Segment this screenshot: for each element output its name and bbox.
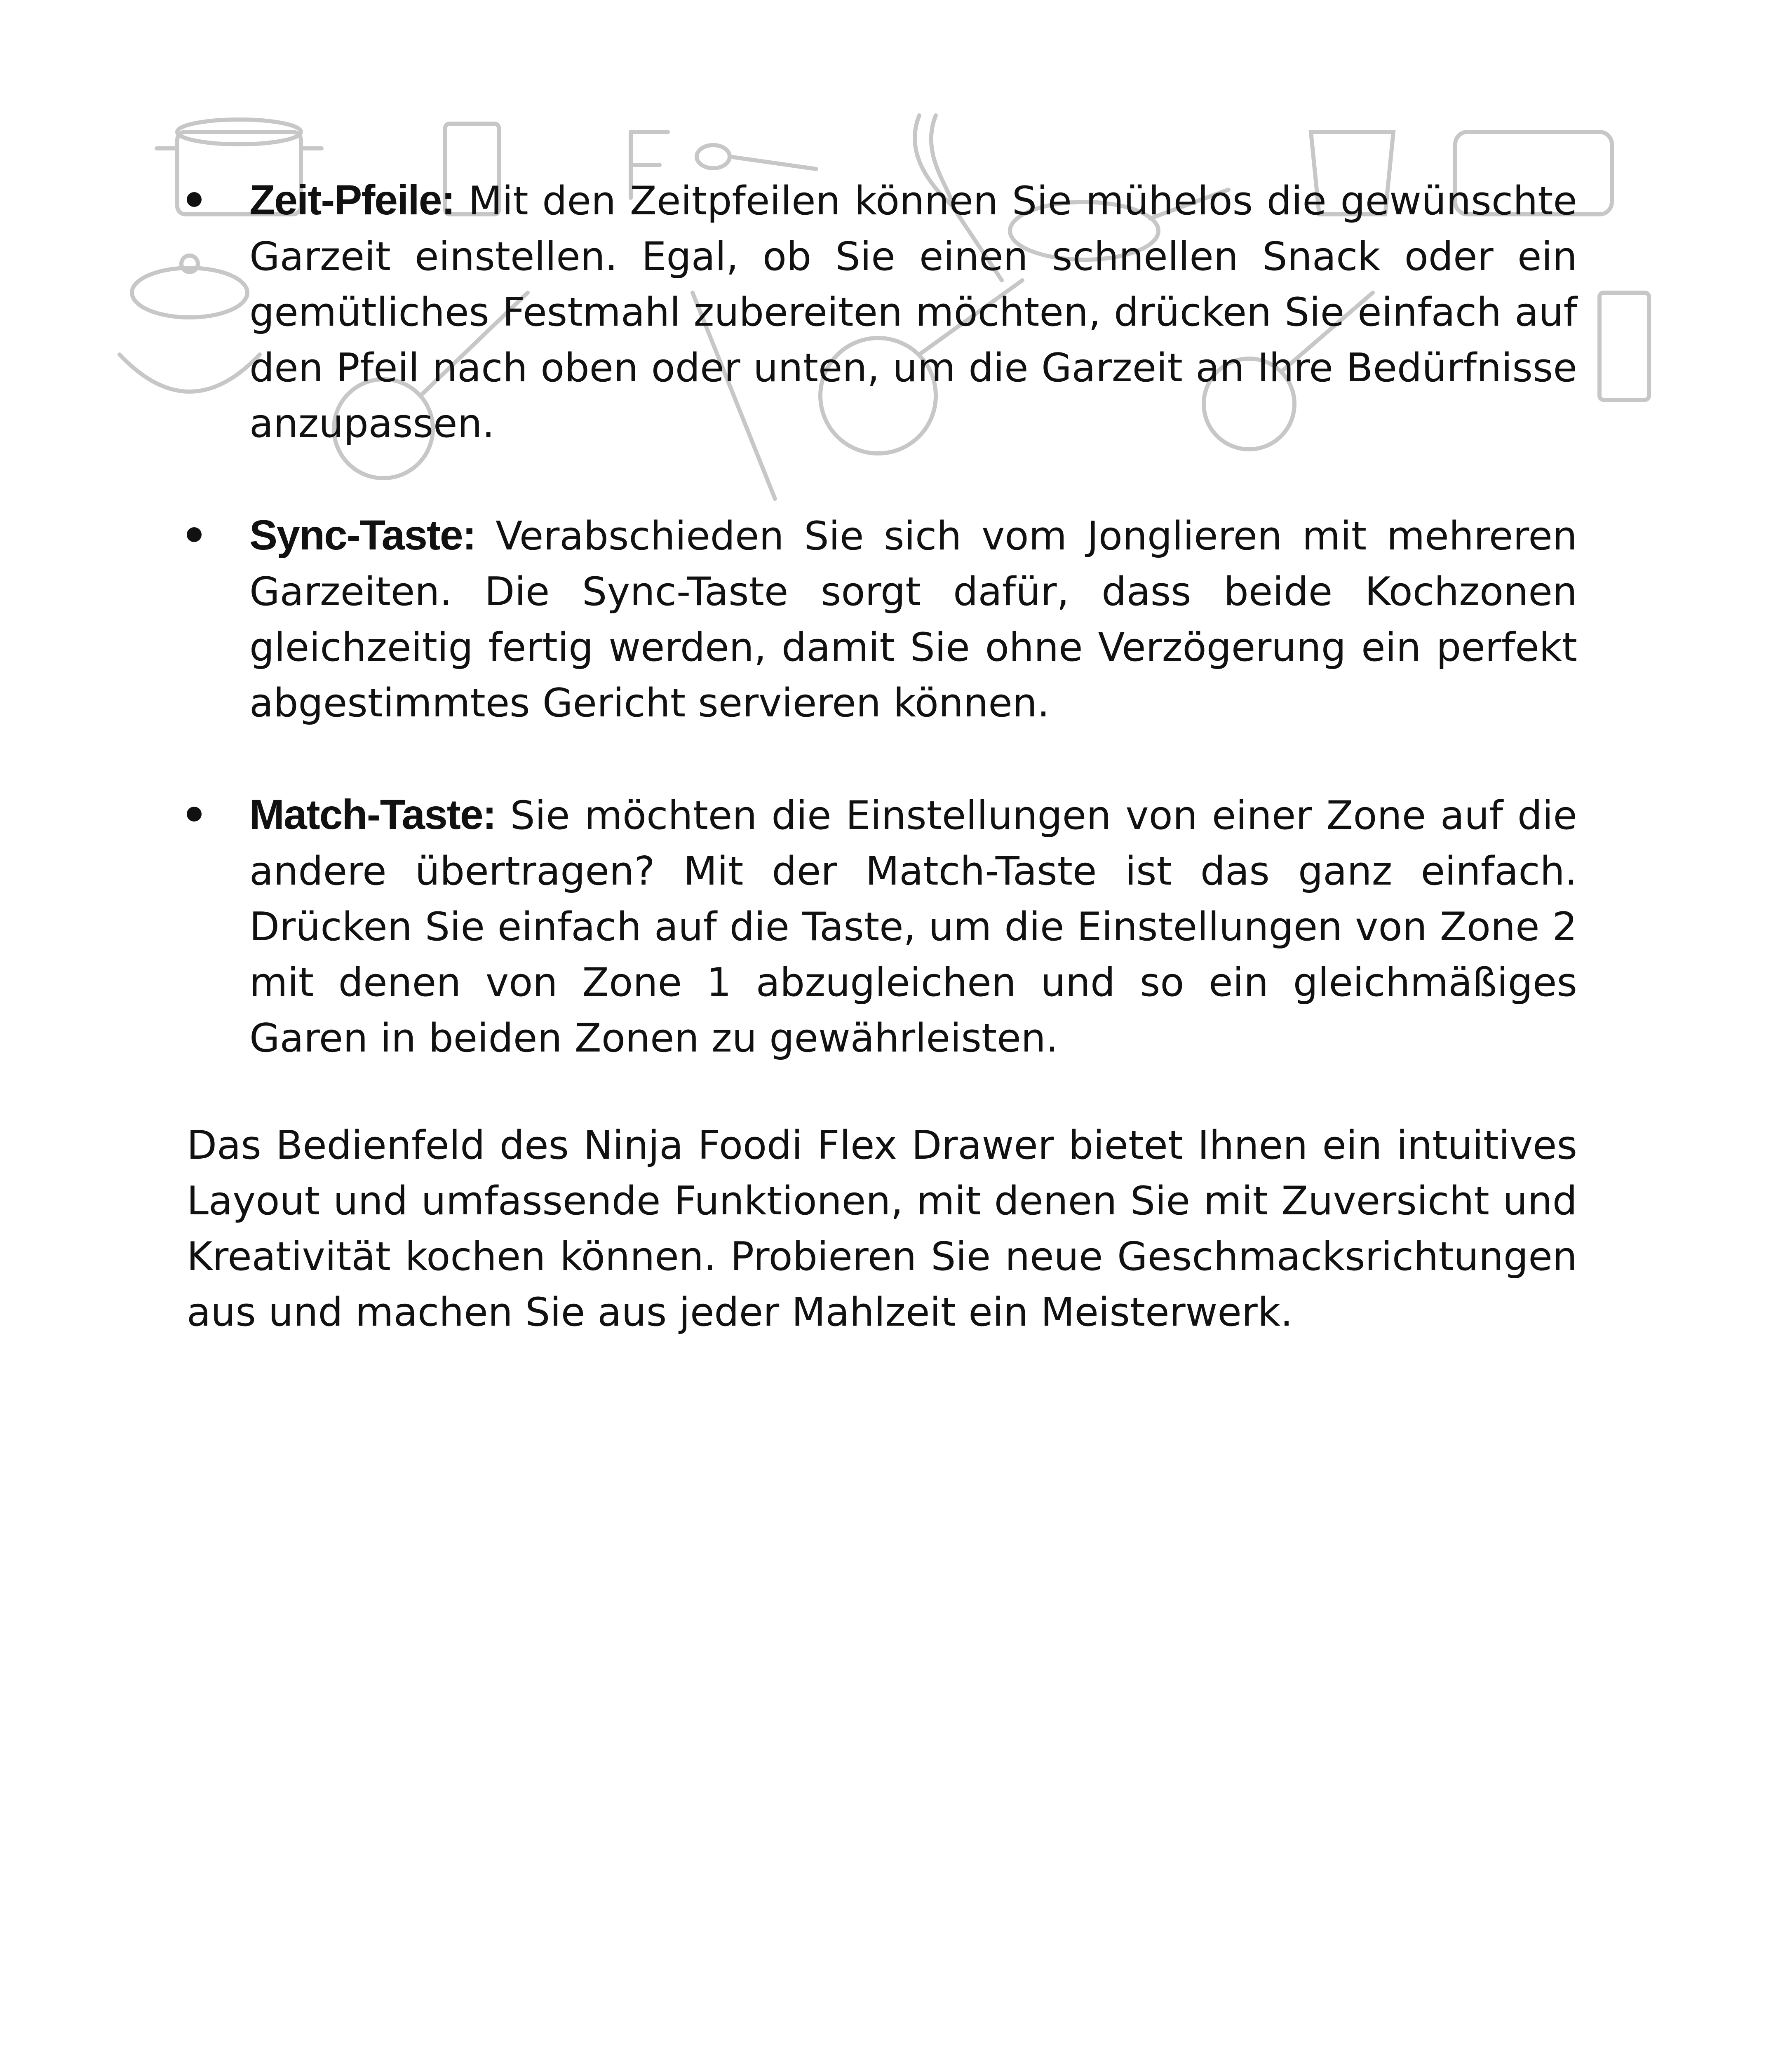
term-label: Match-Taste: <box>249 791 496 838</box>
bullet-icon <box>187 807 202 822</box>
bullet-icon <box>187 192 202 207</box>
list-item-sync-taste <box>187 507 1577 731</box>
list-item-match-taste <box>187 787 1577 1066</box>
list-item-zeit-pfeile <box>187 172 1577 452</box>
document-body <box>187 172 1577 1340</box>
bullet-icon <box>187 527 202 542</box>
term-label: Sync-Taste: <box>249 512 476 559</box>
item-description: Sie möchten die Einstellungen von einer Zone auf die andere übertragen? Mit der Match-Taste ist das ganz einfach. Drücken Sie einfach auf die Taste, um die Einstellungen von Zone 2 mit denen von Zone 1 abzugleichen und so ein gleichmäßiges Garen in beiden Zonen zu gewährleisten. <box>249 793 1577 1061</box>
feature-list <box>187 172 1577 1066</box>
item-description: Verabschieden Sie sich vom Jonglieren mit mehreren Garzeiten. Die Sync-Taste sorgt dafür, dass beide Kochzonen gleichzeitig fertig werden, damit Sie ohne Verzögerung ein perfekt abgestimmtes Gericht servieren können. <box>249 514 1577 726</box>
term-label: Zeit-Pfeile: <box>249 176 455 223</box>
closing-paragraph: Das Bedienfeld des Ninja Foodi Flex Drawer bietet Ihnen ein intuitives Layout und umfassende Funktionen, mit denen Sie mit Zuversicht und Kreativität kochen können. Probieren Sie neue Geschmacksrichtungen aus und machen Sie aus jeder Mahlzeit ein Meisterwerk. <box>187 1123 1577 1335</box>
item-description: Mit den Zeitpfeilen können Sie mühelos die gewünschte Garzeit einstellen. Egal, ob Sie einen schnellen Snack oder ein gemütliches Festmahl zubereiten möchten, drücken Sie einfach auf den Pfeil nach oben oder unten, um die Garzeit an Ihre Bedürfnisse anzupassen. <box>249 178 1577 446</box>
